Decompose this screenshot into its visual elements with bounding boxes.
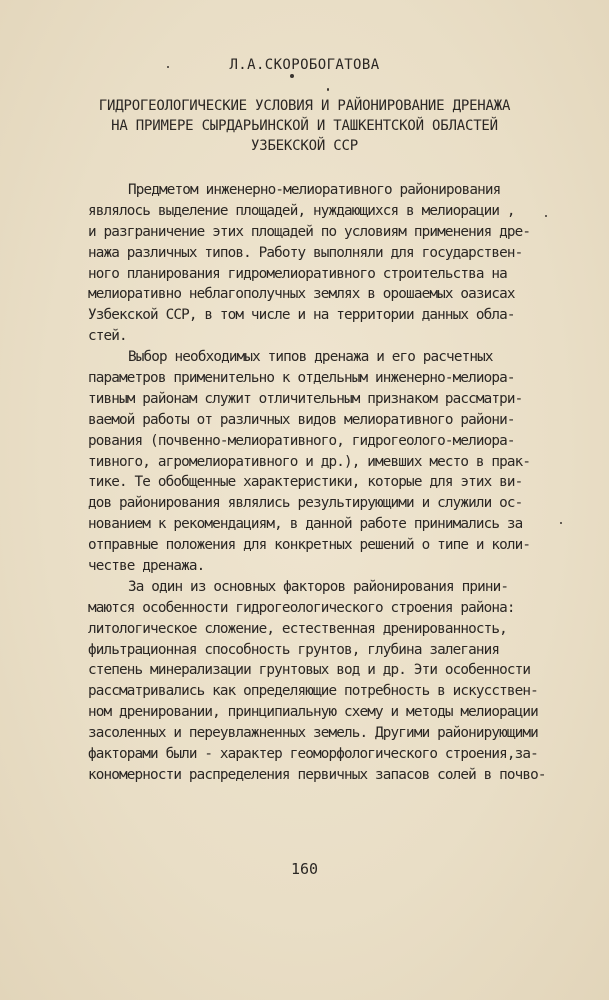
paragraph-line: кономерности распределения первичных запасов солей в почво- [88,766,546,783]
paragraph-line: нованием к рекомендациям, в данной работе принимались за [88,516,523,533]
ink-speck [545,215,547,217]
body-text [88,180,578,786]
paragraph-line: фильтрационная способность грунтов, глубина залегания [88,641,500,658]
ink-speck [167,66,169,68]
page-number: 160 [290,860,319,878]
paragraph-line: ного планирования гидромелиоративного строительства на [88,265,507,282]
paragraph-line: и разграничение этих площадей по условиям применения дре- [88,223,531,240]
paragraph-line: рассматривались как определяющие потребность в искусствен- [88,683,538,700]
paragraph-line: литологическое сложение, естественная дренированность, [88,620,507,637]
paragraph-line: отправные положения для конкретных решений о типе и коли- [88,537,531,554]
paragraph-line: являлось выделение площадей, нуждающихся в мелиорации , [88,202,515,219]
paragraph-line: параметров применительно к отдельным инженерно-мелиора- [88,370,515,387]
title-line: НА ПРИМЕРЕ СЫРДАРЬИНСКОЙ И ТАШКЕНТСКОЙ ОБЛАСТЕЙ [111,118,498,134]
paragraph-line: мелиоративно неблагополучных землях в орошаемых оазисах [88,286,515,303]
paragraph-line: тивным районам служит отличительным признаком рассматри- [88,390,523,407]
title-line: ГИДРОГЕОЛОГИЧЕСКИЕ УСЛОВИЯ И РАЙОНИРОВАНИЕ ДРЕНАЖА [98,98,511,114]
ink-speck [327,88,329,91]
paragraph-line: Узбекской ССР, в том числе и на территории данных обла- [88,307,515,324]
paragraph-line: дов районирования являлись результирующими и служили ос- [88,495,523,512]
paragraph-line: засоленных и переувлажненных земель. Другими районирующими [88,725,538,742]
paragraph-line: рования (почвенно-мелиоративного, гидрогеолого-мелиора- [88,432,515,449]
paragraph-line: нажа различных типов. Работу выполняли для государствен- [88,244,523,261]
paragraph-line: За один из основных факторов районирования прини- [128,578,509,595]
author-name: Л.А.СКОРОБОГАТОВА [229,57,380,73]
paragraph-line: ном дренировании, принципиальную схему и методы мелиорации [88,704,538,721]
title-line: УЗБЕКСКОЙ ССР [251,138,358,154]
paragraph-line: стей. [88,328,127,345]
paragraph-line: Предметом инженерно-мелиоративного районирования [128,182,501,198]
article-title [60,96,549,156]
paragraph-line: Выбор необходимых типов дренажа и его расчетных [128,349,493,366]
paragraph-line: факторами были - характер геоморфологического строения,за- [88,746,538,763]
paragraph-line: тике. Те обобщенные характеристики, которые для этих ви- [88,474,523,491]
paragraph-line: маются особенности гидрогеологического строения района: [88,599,515,616]
paragraph-line: ваемой работы от различных видов мелиоративного райони- [88,411,515,428]
ink-speck [560,522,562,524]
ink-speck [290,74,294,78]
paragraph-line: честве дренажа. [88,558,205,575]
paragraph-line: тивного, агромелиоративного и др.), имевших место в прак- [88,453,531,470]
paragraph-line: степень минерализации грунтовых вод и др. Эти особенности [88,662,531,679]
